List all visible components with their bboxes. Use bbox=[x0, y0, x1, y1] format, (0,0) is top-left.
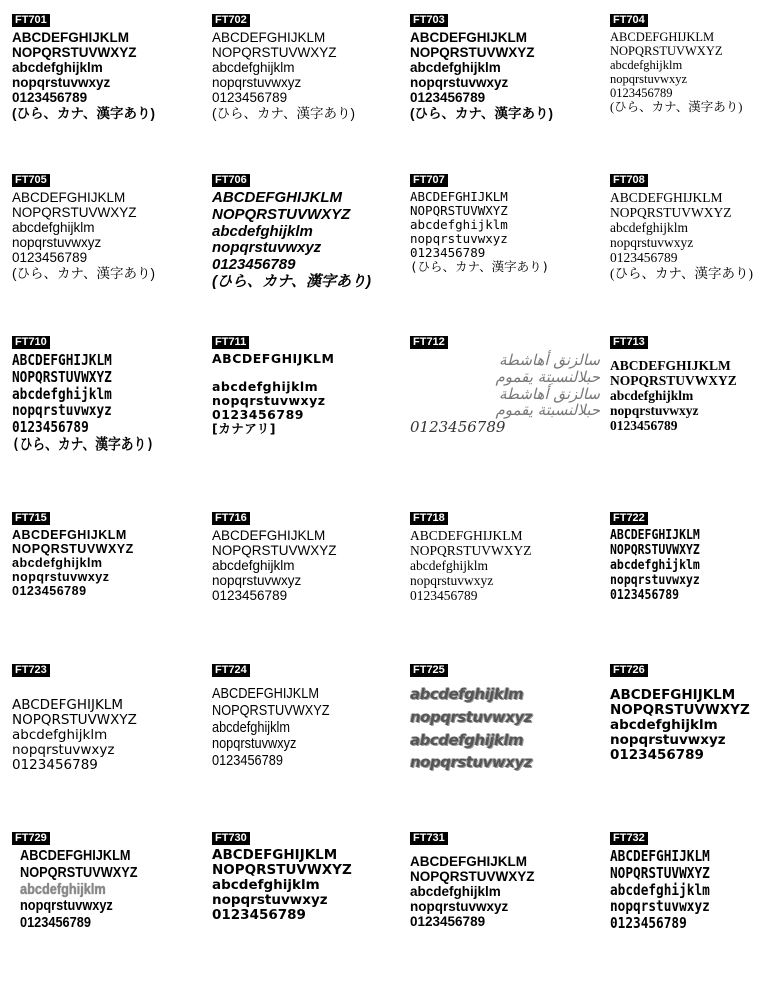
font-code-label: FT726 bbox=[610, 664, 648, 677]
sample-line: ABCDEFGHIJKLM bbox=[212, 189, 342, 206]
sample-line: (ひら、カナ、漢字あり) bbox=[12, 434, 154, 453]
sample-line bbox=[212, 366, 402, 380]
sample-line: NOPQRSTUVWXYZ bbox=[12, 712, 137, 729]
font-sample-ft701 bbox=[12, 10, 202, 170]
sample-line: 0123456789 bbox=[410, 90, 486, 106]
font-sample-ft718 bbox=[410, 508, 600, 668]
sample-line: NOPQRSTUVWXYZ bbox=[212, 205, 351, 223]
font-code-label: FT706 bbox=[212, 174, 250, 187]
font-sample-ft710 bbox=[12, 332, 202, 492]
sample-line: ABCDEFGHIJKLM bbox=[12, 697, 123, 713]
sample-line: abcdefghijklm bbox=[20, 880, 106, 898]
sample-line: NOPQRSTUVWXYZ bbox=[610, 542, 700, 559]
sample-line: abcdefghijklm bbox=[610, 58, 683, 72]
font-code-label: FT729 bbox=[12, 832, 50, 845]
sample-line: abcdefghijklm bbox=[12, 556, 103, 570]
sample-line: 0123456789 bbox=[212, 752, 283, 770]
sample-line: حبلالنسبتة يقموم bbox=[495, 367, 600, 386]
sample-line: abcdefghijklm bbox=[410, 685, 524, 703]
font-code-label: FT701 bbox=[12, 14, 50, 27]
sample-line: 0123456789 bbox=[212, 256, 296, 274]
sample-line: abcdefghijklm bbox=[410, 884, 501, 900]
sample-lines bbox=[610, 688, 784, 764]
sample-line: NOPQRSTUVWXYZ bbox=[12, 205, 137, 221]
sample-line: nopqrstuvwxyz bbox=[410, 707, 532, 726]
sample-line: nopqrstuvwxyz bbox=[212, 239, 322, 257]
font-code-label: FT710 bbox=[12, 336, 50, 349]
font-sample-ft723 bbox=[12, 660, 202, 820]
sample-line: ABCDEFGHIJKLM bbox=[610, 358, 731, 373]
sample-line: abcdefghijklm bbox=[212, 379, 319, 394]
sample-lines bbox=[212, 528, 402, 604]
sample-line: (ひら、カナ、漢字あり) bbox=[212, 272, 371, 290]
sample-line: nopqrstuvwxyz bbox=[12, 401, 112, 420]
sample-line: NOPQRSTUVWXYZ bbox=[610, 205, 732, 221]
sample-line: NOPQRSTUVWXYZ bbox=[610, 44, 723, 58]
font-sample-ft731 bbox=[410, 828, 600, 988]
sample-line: abcdefghijklm bbox=[610, 220, 688, 236]
sample-line: ABCDEFGHIJKLM bbox=[410, 854, 527, 869]
sample-line: nopqrstuvwxyz bbox=[410, 899, 509, 915]
sample-line: abcdefghijklm bbox=[610, 557, 700, 574]
sample-line: abcdefghijklm bbox=[12, 60, 103, 76]
sample-line: 0123456789 bbox=[610, 747, 704, 764]
sample-line: NOPQRSTUVWXYZ bbox=[410, 543, 532, 559]
sample-line: NOPQRSTUVWXYZ bbox=[212, 862, 352, 879]
sample-line: nopqrstuvwxyz bbox=[212, 573, 302, 589]
sample-line: abcdefghijklm bbox=[212, 718, 290, 736]
font-code-label: FT724 bbox=[212, 664, 250, 677]
sample-lines bbox=[610, 848, 784, 932]
sample-line: ABCDEFGHIJKLM bbox=[610, 30, 715, 44]
sample-line: 0123456789 bbox=[410, 418, 506, 437]
font-code-label: FT725 bbox=[410, 664, 448, 677]
sample-line: 0123456789 bbox=[12, 250, 88, 266]
sample-lines bbox=[12, 352, 202, 453]
sample-lines bbox=[12, 190, 202, 281]
sample-line: ABCDEFGHIJKLM bbox=[610, 687, 736, 703]
sample-line: 0123456789 bbox=[212, 588, 288, 604]
sample-line: NOPQRSTUVWXYZ bbox=[12, 367, 112, 386]
sample-line: NOPQRSTUVWXYZ bbox=[410, 203, 508, 218]
sample-line: ABCDEFGHIJKLM bbox=[212, 528, 326, 543]
sample-line: nopqrstuvwxyz bbox=[12, 235, 102, 251]
sample-line: nopqrstuvwxyz bbox=[12, 75, 111, 91]
sample-line: ABCDEFGHIJKLM bbox=[212, 847, 338, 863]
sample-line: nopqrstuvwxyz bbox=[410, 753, 532, 772]
font-sample-ft730 bbox=[212, 828, 402, 988]
sample-line: NOPQRSTUVWXYZ bbox=[610, 863, 710, 882]
sample-lines bbox=[610, 528, 784, 604]
sample-line: 0123456789 bbox=[610, 914, 687, 933]
font-code-label: FT723 bbox=[12, 664, 50, 677]
font-sample-ft716 bbox=[212, 508, 402, 668]
sample-line: ABCDEFGHIJKLM bbox=[212, 30, 326, 45]
sample-lines bbox=[410, 854, 600, 930]
sample-line: nopqrstuvwxyz bbox=[410, 231, 508, 246]
sample-line: nopqrstuvwxyz bbox=[12, 570, 110, 584]
sample-line: (ひら、カナ、漢字あり) bbox=[212, 105, 356, 121]
sample-line: 0123456789 bbox=[212, 907, 306, 924]
font-sample-ft712 bbox=[410, 332, 600, 492]
font-code-label: FT707 bbox=[410, 174, 448, 187]
sample-line: nopqrstuvwxyz bbox=[20, 897, 113, 915]
font-code-label: FT722 bbox=[610, 512, 648, 525]
sample-line: abcdefghijklm bbox=[212, 60, 295, 76]
sample-line: (ひら、カナ、漢字あり) bbox=[12, 265, 156, 281]
sample-lines bbox=[212, 352, 402, 436]
sample-line: abcdefghijklm bbox=[12, 384, 112, 403]
sample-line: (ひら、カナ、漢字あり) bbox=[410, 259, 550, 274]
sample-line: NOPQRSTUVWXYZ bbox=[12, 542, 134, 556]
font-code-label: FT712 bbox=[410, 336, 448, 349]
sample-line: nopqrstuvwxyz bbox=[410, 75, 509, 91]
sample-line: سالزنق أهاشطة bbox=[498, 351, 600, 369]
font-code-label: FT703 bbox=[410, 14, 448, 27]
sample-line: ABCDEFGHIJKLM bbox=[212, 351, 335, 366]
font-sample-ft705 bbox=[12, 170, 202, 330]
sample-line: nopqrstuvwxyz bbox=[410, 573, 494, 589]
sample-lines bbox=[12, 528, 202, 598]
font-sample-ft722 bbox=[610, 508, 784, 668]
sample-line: ABCDEFGHIJKLM bbox=[12, 351, 112, 369]
sample-line: 0123456789 bbox=[12, 584, 87, 598]
sample-line: nopqrstuvwxyz bbox=[212, 393, 326, 408]
sample-line: ABCDEFGHIJKLM bbox=[410, 189, 508, 204]
sample-line: 0123456789 bbox=[212, 407, 304, 422]
sample-line: 0123456789 bbox=[20, 914, 91, 932]
sample-line: (ひら、カナ、漢字あり) bbox=[410, 105, 554, 121]
sample-line: (ひら、カナ、漢字あり) bbox=[610, 100, 743, 114]
sample-lines bbox=[212, 848, 402, 924]
font-code-label: FT716 bbox=[212, 512, 250, 525]
sample-line: abcdefghijklm bbox=[212, 222, 313, 240]
font-sample-ft732 bbox=[610, 828, 784, 988]
sample-line: 0123456789 bbox=[12, 90, 88, 106]
sample-line: nopqrstuvwxyz bbox=[610, 572, 700, 589]
sample-line: nopqrstuvwxyz bbox=[212, 75, 302, 91]
sample-lines bbox=[12, 30, 202, 121]
sample-line: abcdefghijklm bbox=[410, 558, 488, 574]
sample-line: NOPQRSTUVWXYZ bbox=[212, 701, 330, 719]
sample-lines bbox=[212, 30, 402, 121]
sample-line: ABCDEFGHIJKLM bbox=[410, 528, 523, 543]
sample-lines bbox=[410, 352, 600, 436]
font-sample-ft706 bbox=[212, 170, 402, 330]
sample-lines bbox=[20, 848, 202, 932]
sample-line: abcdefghijklm bbox=[410, 217, 508, 232]
font-sample-ft711 bbox=[212, 332, 402, 492]
sample-lines bbox=[212, 190, 402, 291]
font-sample-ft726 bbox=[610, 660, 784, 820]
sample-line: nopqrstuvwxyz bbox=[610, 403, 699, 419]
font-code-label: FT713 bbox=[610, 336, 648, 349]
sample-line: (ひら、カナ、漢字あり) bbox=[12, 105, 156, 121]
sample-lines bbox=[610, 358, 784, 434]
font-sample-ft703 bbox=[410, 10, 600, 170]
sample-line: ABCDEFGHIJKLM bbox=[12, 190, 126, 205]
sample-line: 0123456789 bbox=[212, 90, 288, 106]
font-code-label: FT708 bbox=[610, 174, 648, 187]
sample-line: ABCDEFGHIJKLM bbox=[212, 685, 319, 702]
sample-line: NOPQRSTUVWXYZ bbox=[610, 702, 750, 719]
sample-line: 0123456789 bbox=[610, 418, 678, 434]
sample-lines bbox=[12, 698, 202, 774]
sample-line: abcdefghijklm bbox=[610, 717, 718, 734]
sample-lines bbox=[410, 30, 600, 121]
font-code-label: FT705 bbox=[12, 174, 50, 187]
font-sample-ft725 bbox=[410, 660, 600, 820]
sample-lines bbox=[610, 190, 784, 281]
sample-line: ABCDEFGHIJKLM bbox=[610, 190, 723, 205]
font-code-label: FT731 bbox=[410, 832, 448, 845]
sample-line: NOPQRSTUVWXYZ bbox=[20, 863, 138, 881]
sample-lines bbox=[410, 686, 600, 771]
sample-line: nopqrstuvwxyz bbox=[610, 235, 694, 251]
sample-line: ABCDEFGHIJKLM bbox=[20, 847, 131, 864]
sample-line: ABCDEFGHIJKLM bbox=[12, 30, 129, 45]
font-code-label: FT718 bbox=[410, 512, 448, 525]
sample-line: nopqrstuvwxyz bbox=[212, 735, 297, 753]
sample-line: 0123456789 bbox=[410, 914, 486, 930]
sample-line: (ひら、カナ、漢字あり) bbox=[610, 265, 754, 281]
font-sample-ft729 bbox=[12, 828, 202, 988]
sample-line: abcdefghijklm bbox=[12, 727, 108, 744]
sample-line: abcdefghijklm bbox=[610, 388, 694, 404]
sample-line: 0123456789 bbox=[610, 86, 673, 100]
sample-lines bbox=[410, 528, 600, 604]
sample-line: 0123456789 bbox=[410, 245, 486, 260]
font-code-label: FT704 bbox=[610, 14, 648, 27]
sample-line: nopqrstuvwxyz bbox=[12, 742, 115, 759]
font-sample-ft704 bbox=[610, 10, 784, 170]
sample-line: abcdefghijklm bbox=[12, 220, 95, 236]
sample-line: NOPQRSTUVWXYZ bbox=[212, 45, 337, 61]
sample-line: abcdefghijklm bbox=[212, 558, 295, 574]
font-code-label: FT715 bbox=[12, 512, 50, 525]
sample-line: سالزنق أهاشطة bbox=[498, 384, 600, 403]
font-code-label: FT732 bbox=[610, 832, 648, 845]
sample-line: [カナアリ] bbox=[212, 421, 276, 436]
sample-line: 0123456789 bbox=[12, 418, 89, 437]
sample-line: NOPQRSTUVWXYZ bbox=[610, 373, 737, 389]
sample-lines bbox=[212, 686, 402, 770]
sample-lines bbox=[610, 30, 784, 114]
sample-line: NOPQRSTUVWXYZ bbox=[410, 869, 535, 885]
font-sample-ft708 bbox=[610, 170, 784, 330]
sample-line: abcdefghijklm bbox=[410, 730, 524, 749]
font-sample-ft707 bbox=[410, 170, 600, 330]
sample-line: 0123456789 bbox=[610, 587, 680, 604]
sample-line: nopqrstuvwxyz bbox=[610, 732, 726, 749]
font-code-label: FT711 bbox=[212, 336, 249, 349]
sample-line: ABCDEFGHIJKLM bbox=[410, 30, 527, 45]
sample-line: nopqrstuvwxyz bbox=[610, 897, 710, 916]
font-code-label: FT702 bbox=[212, 14, 250, 27]
sample-line: abcdefghijklm bbox=[212, 877, 320, 894]
sample-line: NOPQRSTUVWXYZ bbox=[212, 543, 337, 559]
sample-line: ABCDEFGHIJKLM bbox=[610, 527, 700, 543]
sample-line: NOPQRSTUVWXYZ bbox=[410, 45, 535, 61]
font-sample-ft713 bbox=[610, 332, 784, 492]
sample-line: 0123456789 bbox=[410, 588, 478, 604]
sample-line: abcdefghijklm bbox=[410, 60, 501, 76]
font-sample-ft724 bbox=[212, 660, 402, 820]
font-code-label: FT730 bbox=[212, 832, 250, 845]
sample-line: nopqrstuvwxyz bbox=[212, 892, 328, 909]
sample-line: ABCDEFGHIJKLM bbox=[610, 847, 710, 865]
sample-line: 0123456789 bbox=[12, 757, 98, 774]
sample-lines bbox=[410, 190, 600, 274]
sample-line: ABCDEFGHIJKLM bbox=[12, 528, 127, 542]
sample-line: حبلالنسبتة يقموم bbox=[495, 401, 600, 420]
sample-line: 0123456789 bbox=[610, 250, 678, 266]
sample-line: NOPQRSTUVWXYZ bbox=[12, 45, 137, 61]
sample-line: abcdefghijklm bbox=[610, 880, 710, 899]
font-sample-ft702 bbox=[212, 10, 402, 170]
font-sample-ft715 bbox=[12, 508, 202, 668]
sample-line: nopqrstuvwxyz bbox=[610, 72, 688, 86]
